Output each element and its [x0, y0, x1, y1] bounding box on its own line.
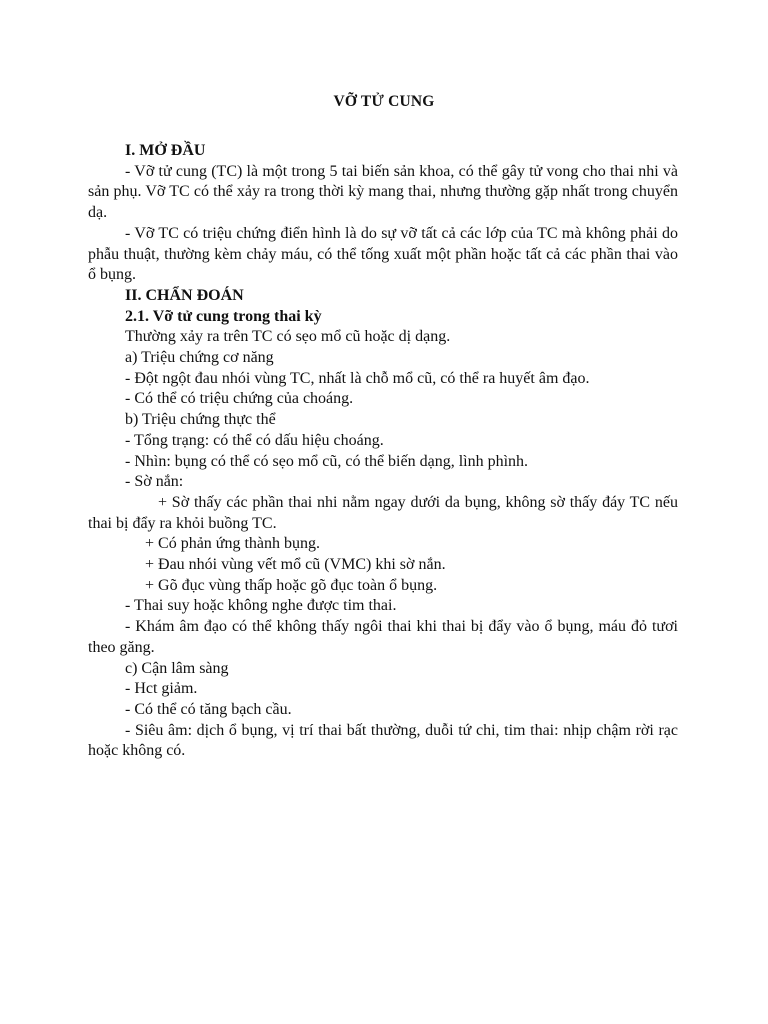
paragraph: - Vỡ tử cung (TC) là một trong 5 tai biến sản khoa, có thể gây tử vong cho thai nhi và sản phụ. Vỡ TC có thể xảy ra trong thời kỳ mang thai, nhưng thường gặp nhất trong chuyển dạ.: [88, 162, 678, 222]
list-item: - Sờ nắn:: [125, 473, 184, 491]
sub-list-item: + Đau nhói vùng vết mổ cũ (VMC) khi sờ nắn.: [145, 556, 446, 574]
section-heading-intro: I. MỞ ĐẦU: [125, 142, 206, 159]
sub-list-item: + Gõ đục vùng thấp hoặc gõ đục toàn ổ bụng.: [145, 576, 438, 594]
list-item: - Đột ngột đau nhói vùng TC, nhất là chỗ mổ cũ, có thể ra huyết âm đạo.: [125, 369, 590, 387]
list-label: c) Cận lâm sàng: [125, 659, 229, 677]
list-label: b) Triệu chứng thực thể: [125, 411, 276, 429]
paragraph: Thường xảy ra trên TC có sẹo mổ cũ hoặc dị dạng.: [125, 328, 451, 346]
list-item: - Có thể có triệu chứng của choáng.: [125, 390, 354, 408]
document-body: [88, 141, 678, 762]
list-item: - Nhìn: bụng có thể có sẹo mổ cũ, có thể biến dạng, lình phình.: [125, 452, 529, 470]
list-item: - Thai suy hoặc không nghe được tim thai.: [125, 597, 397, 615]
list-item: - Hct giảm.: [125, 680, 198, 698]
list-item: - Siêu âm: dịch ổ bụng, vị trí thai bất thường, duỗi tứ chi, tim thai: nhịp chậm rời rạc hoặc không có.: [88, 721, 678, 760]
section-heading-diagnosis: II. CHẨN ĐOÁN: [125, 286, 244, 304]
list-item: - Có thể có tăng bạch cầu.: [125, 700, 292, 718]
subsection-heading: 2.1. Vỡ tử cung trong thai kỳ: [125, 307, 322, 325]
sub-list-item: + Sờ thấy các phần thai nhi nằm ngay dưới da bụng, không sờ thấy đáy TC nếu thai bị đẩy ra khỏi buồng TC.: [88, 493, 678, 532]
list-item: - Tổng trạng: có thể có dấu hiệu choáng.: [125, 431, 384, 449]
sub-list-item: + Có phản ứng thành bụng.: [145, 535, 321, 553]
paragraph: - Vỡ TC có triệu chứng điển hình là do sự vỡ tất cả các lớp của TC mà không phải do phẫu thuật, thường kèm chảy máu, có thể tống xuất một phần hoặc tất cả các phần thai vào ổ bụng.: [88, 224, 678, 284]
document-title: VỠ TỬ CUNG: [333, 93, 435, 110]
list-item: - Khám âm đạo có thể không thấy ngôi thai khi thai bị đẩy vào ổ bụng, máu đỏ tươi theo găng.: [88, 618, 678, 656]
list-label: a) Triệu chứng cơ năng: [125, 349, 274, 367]
